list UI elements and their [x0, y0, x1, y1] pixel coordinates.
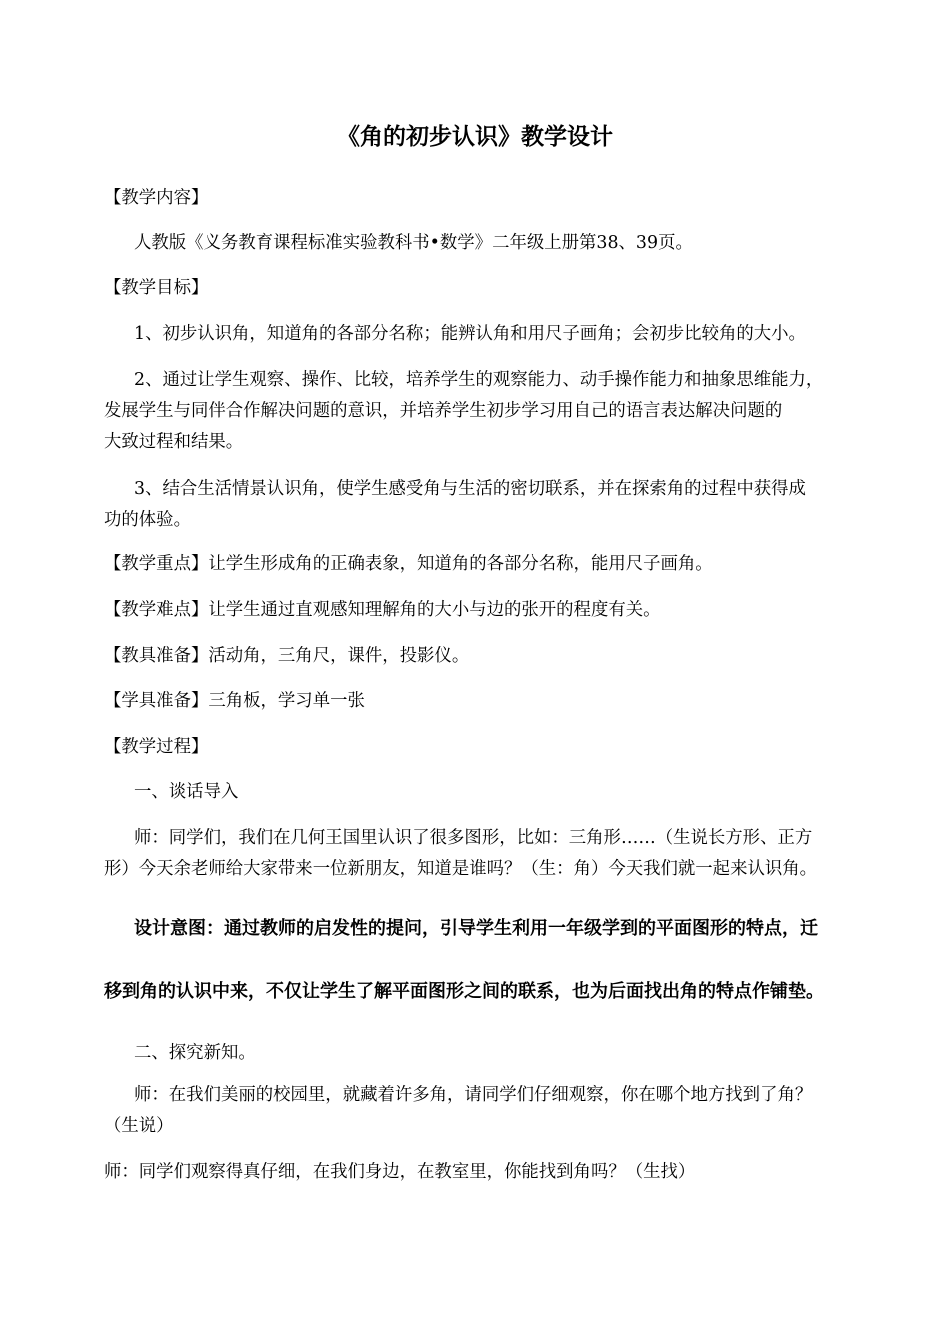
- design-intent-line-2: 移到角的认识中来，不仅让学生了解平面图形之间的联系，也为后面找出角的特点作铺垫。: [104, 981, 824, 1002]
- section-1-line-2: 形）今天余老师给大家带来一位新朋友，知道是谁吗？（生：角）今天我们就一起来认识角。: [104, 859, 818, 879]
- document-title: 《角的初步认识》教学设计: [337, 123, 613, 150]
- goal-3-line-2: 功的体验。: [104, 510, 191, 530]
- content-heading: 【教学内容】: [104, 188, 209, 208]
- goal-2-line-3: 大致过程和结果。: [104, 432, 244, 452]
- teacher-tools: 【教具准备】活动角，三角尺，课件，投影仪。: [104, 646, 470, 666]
- goal-3-line-1: 3、结合生活情景认识角，使学生感受角与生活的密切联系，并在探索角的过程中获得成: [134, 479, 806, 499]
- section-2-line-3: 师：同学们观察得真仔细，在我们身边，在教室里，你能找到角吗？（生找）: [104, 1162, 696, 1182]
- key-point: 【教学重点】让学生形成角的正确表象，知道角的各部分名称，能用尺子画角。: [104, 554, 713, 574]
- goal-1: 1、初步认识角，知道角的各部分名称；能辨认角和用尺子画角；会初步比较角的大小。: [134, 324, 806, 344]
- goals-heading: 【教学目标】: [104, 278, 209, 298]
- section-2-line-2: （生说）: [104, 1116, 174, 1136]
- goal-2-line-2: 发展学生与同伴合作解决问题的意识，并培养学生初步学习用自己的语言表达解决问题的: [104, 401, 783, 421]
- goal-2-line-1: 2、通过让学生观察、操作、比较，培养学生的观察能力、动手操作能力和抽象思维能力，: [134, 370, 824, 390]
- process-heading: 【教学过程】: [104, 737, 209, 757]
- section-1-line-1: 师：同学们，我们在几何王国里认识了很多图形，比如：三角形……（生说长方形、正方: [134, 828, 813, 848]
- student-tools: 【学具准备】三角板，学习单一张: [104, 691, 365, 711]
- content-text: 人教版《义务教育课程标准实验教科书•数学》二年级上册第38、39页。: [134, 233, 693, 253]
- section-2-line-1: 师：在我们美丽的校园里，就藏着许多角，请同学们仔细观察，你在哪个地方找到了角？: [134, 1085, 813, 1105]
- design-intent-line-1: 设计意图：通过教师的启发性的提问，引导学生利用一年级学到的平面图形的特点，迁: [134, 918, 818, 939]
- section-2-heading: 二、探究新知。: [134, 1043, 256, 1063]
- section-1-heading: 一、谈话导入: [134, 782, 239, 802]
- difficulty: 【教学难点】让学生通过直观感知理解角的大小与边的张开的程度有关。: [104, 600, 661, 620]
